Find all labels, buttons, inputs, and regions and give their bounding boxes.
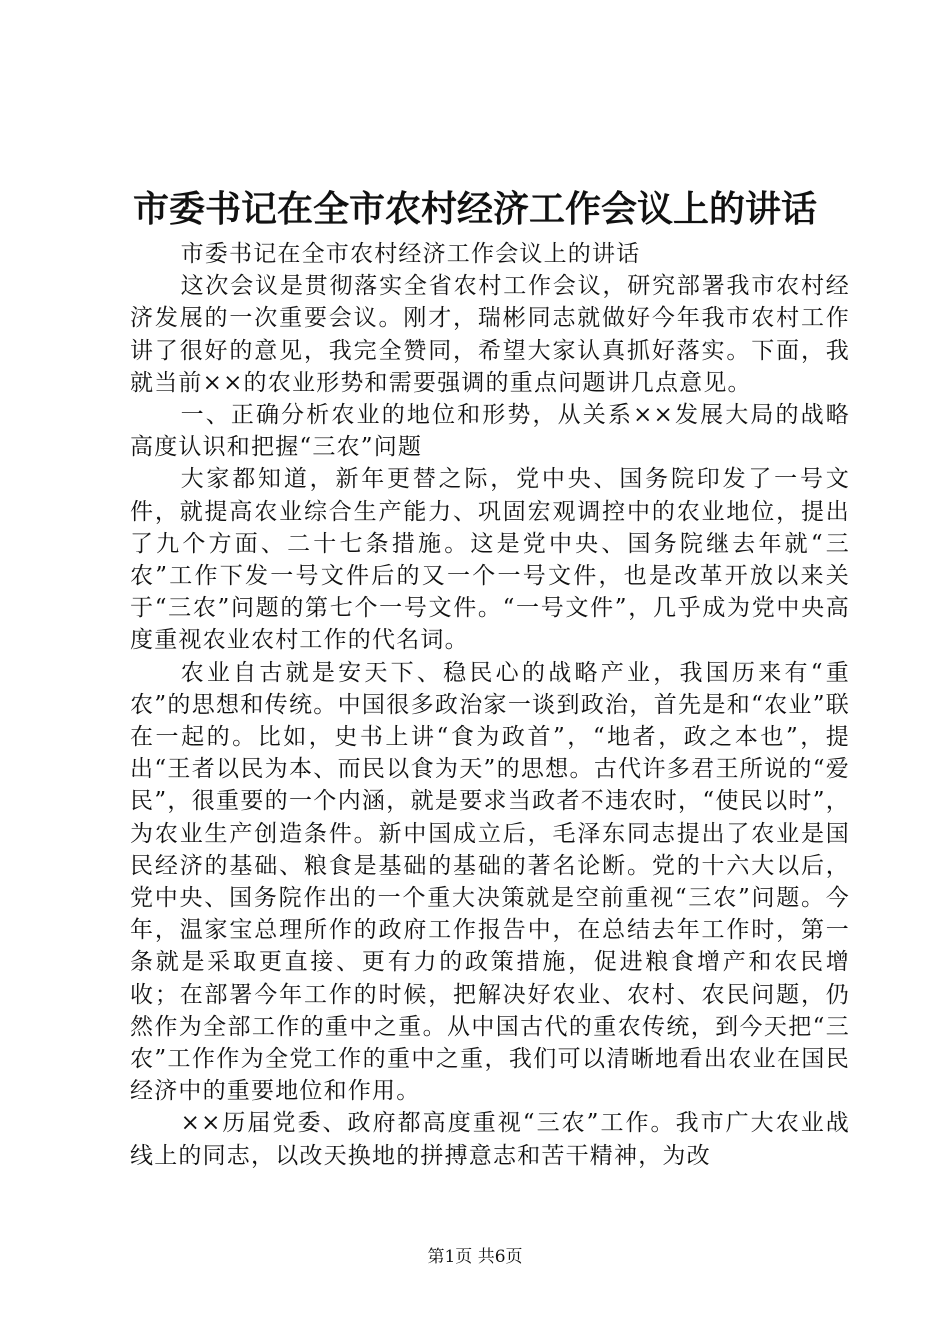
paragraph-number-one-document: 大家都知道，新年更替之际，党中央、国务院印发了一号文件，就提高农业综合生产能力、巩固宏观调控中的农业地位，提出了九个方面、二十七条措施。这是党中央、国务院继去年就“三农”工作下发一号文件后的又一个一号文件，也是改革开放以来关于“三农”问题的第七个一号文件。“一号文件”，几乎成为党中央高度重视农业农村工作的代名词。 <box>130 466 850 654</box>
page-number-footer: 第1页 共6页 <box>427 1247 523 1267</box>
section-heading-one: 一、正确分析农业的地位和形势，从关系××发展大局的战略高度认识和把握“三农”问题 <box>130 402 850 461</box>
paragraph-local-history: ××历届党委、政府都高度重视“三农”工作。我市广大农业战线上的同志，以改天换地的拼搏意志和苦干精神，为改 <box>130 1110 850 1169</box>
document-title: 市委书记在全市农村经济工作会议上的讲话 <box>132 188 817 230</box>
document-body <box>130 238 850 1172</box>
paragraph-intro: 这次会议是贯彻落实全省农村工作会议，研究部署我市农村经济发展的一次重要会议。刚才，瑞彬同志就做好今年我市农村工作讲了很好的意见，我完全赞同，希望大家认真抓好落实。下面，我就当前××的农业形势和需要强调的重点问题讲几点意见。 <box>130 273 850 396</box>
paragraph-subtitle: 市委书记在全市农村经济工作会议上的讲话 <box>180 241 641 267</box>
paragraph-agriculture-history: 农业自古就是安天下、稳民心的战略产业，我国历来有“重农”的思想和传统。中国很多政治家一谈到政治，首先是和“农业”联在一起的。比如，史书上讲“食为政首”，“地者，政之本也”，提出“王者以民为本、而民以食为天”的思想。古代许多君王所说的“爱民”，很重要的一个内涵，就是要求当政者不违农时，“使民以时”，为农业生产创造条件。新中国成立后，毛泽东同志提出了农业是国民经济的基础、粮食是基础的基础的著名论断。党的十六大以后，党中央、国务院作出的一个重大决策就是空前重视“三农”问题。今年，温家宝总理所作的政府工作报告中，在总结去年工作时，第一条就是采取更直接、更有力的政策措施，促进粮食增产和农民增收；在部署今年工作的时候，把解决好农业、农村、农民问题，仍然作为全部工作的重中之重。从中国古代的重农传统，到今天把“三农”工作作为全党工作的重中之重，我们可以清晰地看出农业在国民经济中的重要地位和作用。 <box>130 659 850 1105</box>
